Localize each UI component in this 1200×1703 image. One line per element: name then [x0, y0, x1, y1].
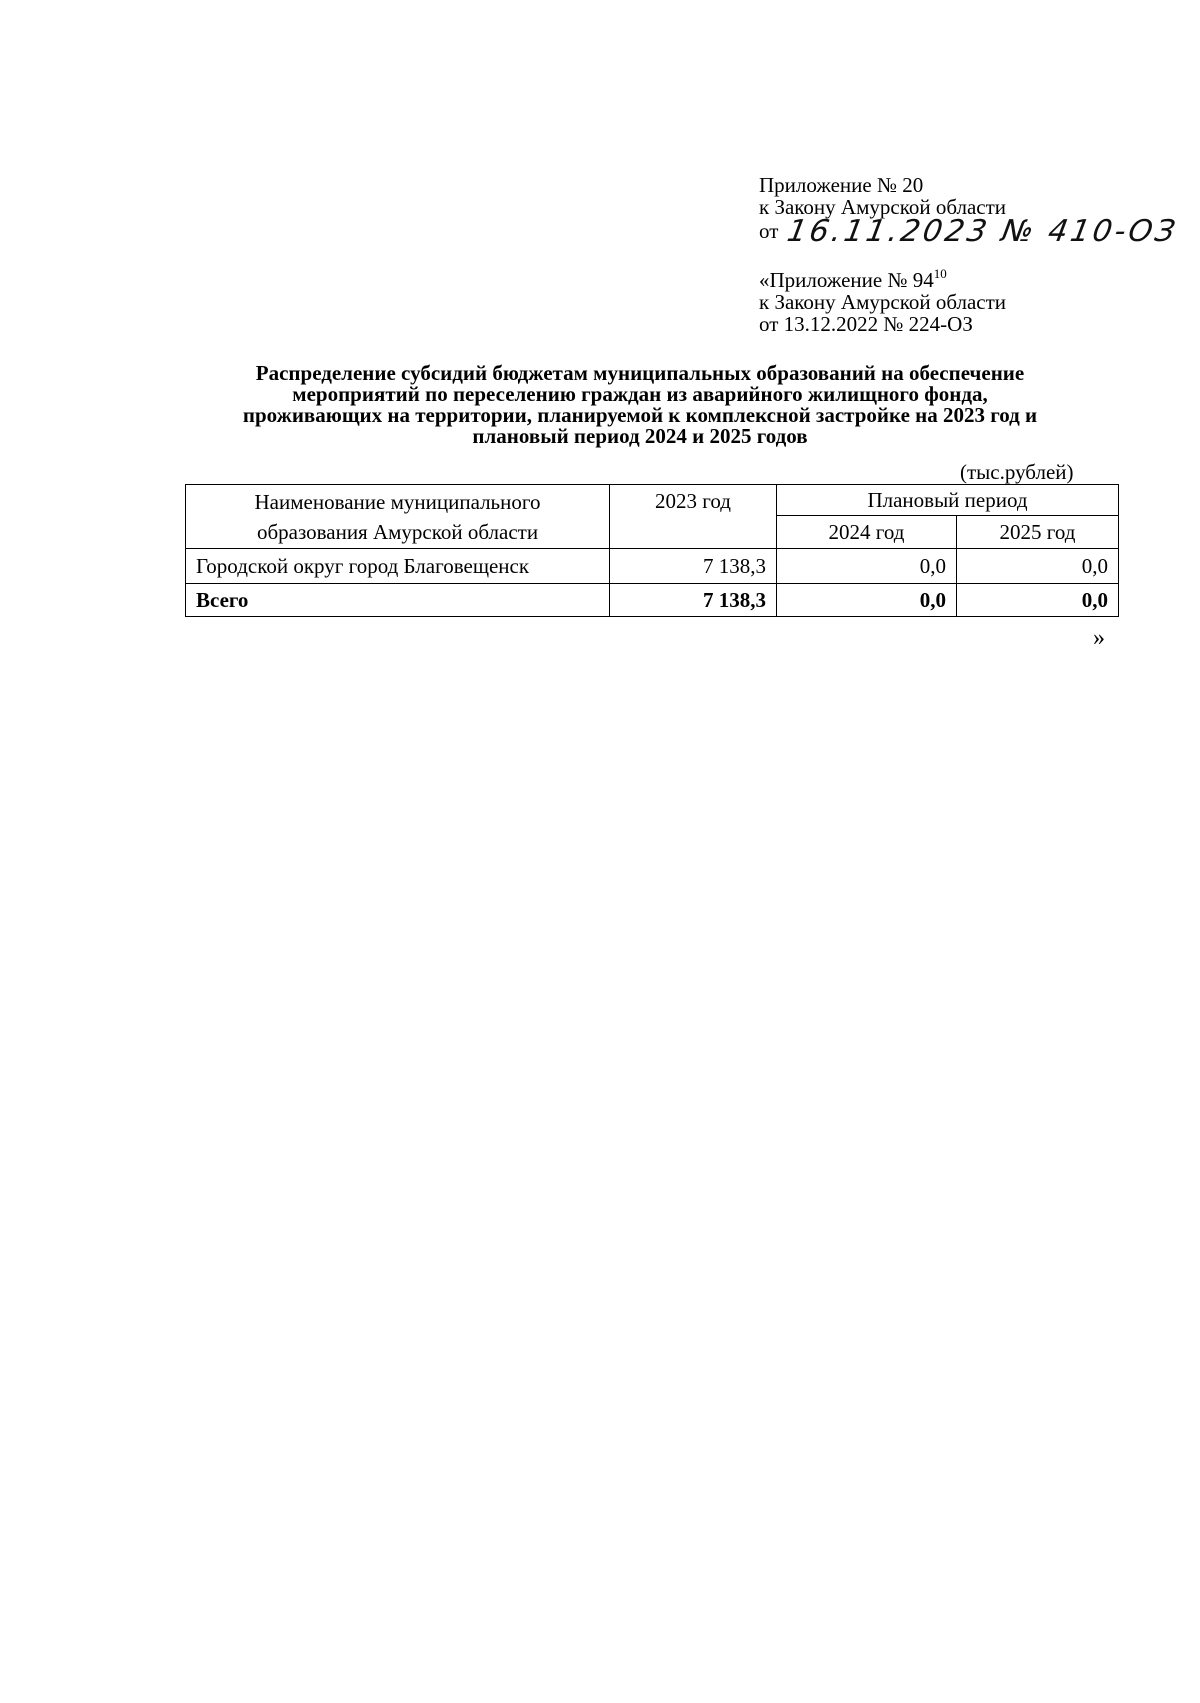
appendix-number: Приложение № 20: [759, 173, 924, 197]
cell-municipality: Городской округ город Благовещенск: [186, 549, 610, 584]
header-2023: 2023 год: [610, 485, 777, 549]
amended-appendix-number: «Приложение № $94^{10}$: [759, 266, 947, 292]
cell-2024: 0,0: [777, 549, 957, 584]
closing-quote: »: [1093, 625, 1105, 651]
total-label: Всего: [186, 584, 610, 617]
cell-2023: 7 138,3: [610, 549, 777, 584]
header-2024: 2024 год: [777, 516, 957, 549]
amended-appendix-law: к Закону Амурской области: [759, 290, 1007, 314]
subsidy-table: [185, 484, 1119, 617]
total-2023: 7 138,3: [610, 584, 777, 617]
table-header-row: [186, 485, 1119, 516]
total-2025: 0,0: [957, 584, 1119, 617]
table-row: [186, 549, 1119, 584]
document-title: Распределение субсидий бюджетам муниципальных образований на обеспечение мероприятий по переселению граждан из аварийного жилищного фонда, проживающих на территории, планируемой к комплексной застройке на 2023 год и плановый период 2024 и 2025 годов: [242, 361, 1038, 448]
table-total-row: [186, 584, 1119, 617]
header-planned-period: Плановый период: [777, 485, 1119, 516]
appendix-date-prefix: от: [759, 219, 779, 243]
amended-appendix-header: [759, 266, 1007, 336]
cell-2025: 0,0: [957, 549, 1119, 584]
appendix-date-line: [759, 214, 1182, 249]
header-2025: 2025 год: [957, 516, 1119, 549]
total-2024: 0,0: [777, 584, 957, 617]
superscript: 10: [933, 266, 947, 281]
amended-appendix-date: от 13.12.2022 № 224-ОЗ: [759, 312, 973, 336]
appendix-header: [759, 173, 1182, 249]
appendix-law: к Закону Амурской области: [759, 195, 1007, 219]
handwritten-date-number: 16.11.2023 № 410-ОЗ: [784, 214, 1182, 249]
header-municipality: Наименование муниципального образования Амурской области: [186, 485, 610, 549]
unit-label: (тыс.рублей): [960, 460, 1074, 484]
